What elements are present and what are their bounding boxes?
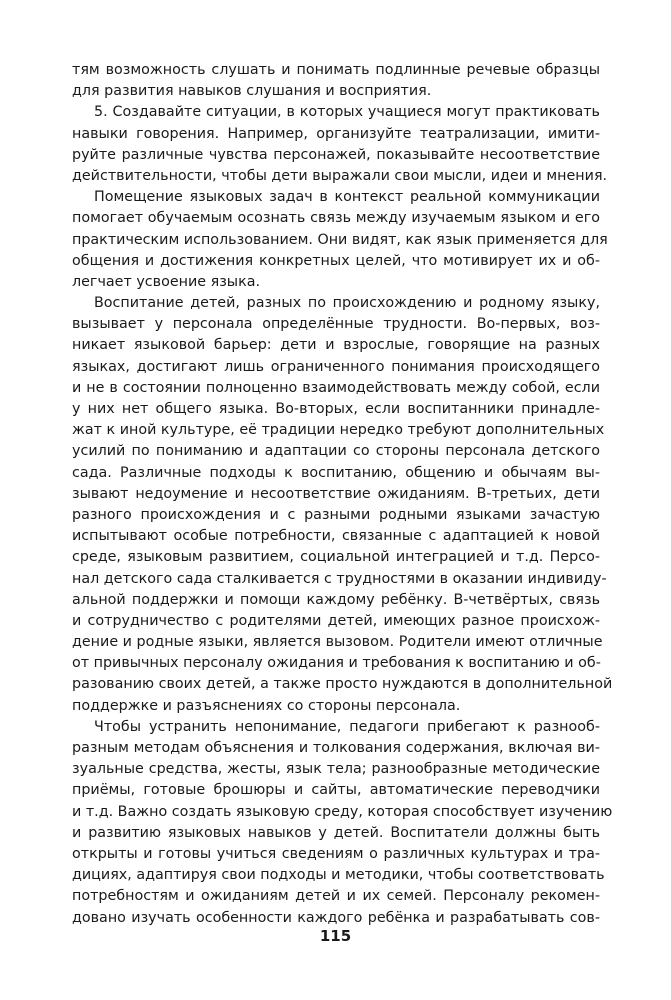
text-line: общения и достижения конкретных целей, что мотивирует их и об- [72, 252, 600, 269]
text-line: довано изучать особенности каждого ребёнка и разрабатывать сов- [72, 909, 600, 926]
text-line: навыки говорения. Например, организуйте театрализации, имити- [72, 125, 600, 142]
text-line: и т.д. Важно создать языковую среду, которая способствует изучению [72, 803, 613, 820]
text-line: Помещение языковых задач в контекст реальной коммуникации [94, 189, 600, 206]
text-line: и не в состоянии полноценно взаимодействовать между собой, если [72, 379, 600, 396]
paragraph [72, 60, 600, 102]
text-line: Чтобы устранить непонимание, педагоги прибегают к разнооб- [94, 718, 600, 735]
text-line: открыты и готовы учиться сведениям о различных культурах и тра- [72, 845, 600, 862]
text-line: действительности, чтобы дети выражали свои мысли, идеи и мнения. [72, 167, 608, 184]
text-line: дение и родные языки, является вызовом. Родители имеют отличные [72, 634, 603, 651]
text-line: разным методам объяснения и толкования содержания, включая ви- [72, 740, 600, 756]
text-line: Воспитание детей, разных по происхождению и родному языку, [94, 295, 600, 312]
text-line: поддержке и разъяснениях со стороны персонала. [72, 697, 461, 714]
text-line: помогает обучаемым осознать связь между изучаемым языком и его [72, 210, 600, 227]
text-line: никает языковой барьер: дети и взрослые, говорящие на разных [72, 337, 600, 354]
text-line: и сотрудничество с родителями детей, имеющих разное происхож- [72, 612, 600, 629]
text-line: у них нет общего языка. Во-вторых, если воспитанники принадле- [72, 401, 600, 417]
paragraph [72, 102, 608, 187]
text-line: вызывает у персонала определённые трудности. Во-первых, воз- [72, 316, 600, 333]
text-line: разного происхождения и с разными родными языками зачастую [72, 506, 600, 523]
text-line: жат к иной культуре, её традиции нередко требуют дополнительных [72, 422, 605, 439]
paragraph [72, 187, 608, 293]
text-line: потребностям и ожиданиям детей и их семей. Персоналу рекомен- [72, 888, 600, 905]
text-line: альной поддержки и помощи каждому ребёнку. В-четвёртых, связь [72, 591, 600, 608]
text-line: практическим использованием. Они видят, как язык применяется для [72, 231, 608, 248]
text-line: руйте различные чувства персонажей, показывайте несоответствие [72, 146, 600, 163]
text-line: зуальные средства, жесты, язык тела; разнообразные методические [72, 761, 600, 778]
text-line: сада. Различные подходы к воспитанию, общению и обычаям вы- [72, 464, 600, 481]
paragraph [72, 293, 613, 717]
text-line: зывают недоумение и несоответствие ожиданиям. В-третьих, дети [72, 485, 600, 502]
page-number: 115 [319, 927, 352, 945]
text-line: легчает усвоение языка. [72, 273, 261, 290]
text-line: нал детского сада сталкивается с трудностями в оказании индивиду- [72, 570, 607, 587]
text-line: усилий по пониманию и адаптации со стороны персонала детского [72, 443, 600, 460]
text-line: и развитию языковых навыков у детей. Воспитатели должны быть [72, 824, 600, 841]
text-line: разованию своих детей, а также просто нуждаются в дополнительной [72, 676, 613, 693]
paragraph [72, 717, 613, 929]
text-line: от привычных персоналу ожидания и требования к воспитанию и об- [72, 655, 601, 672]
text-line: испытывают особые потребности, связанные с адаптацией к новой [72, 528, 600, 545]
text-line: 5. Создавайте ситуации, в которых учащиеся могут практиковать [94, 104, 600, 121]
text-line: дициях, адаптируя свои подходы и методики, чтобы соответствовать [72, 867, 605, 884]
text-line: для развития навыков слушания и восприятия. [72, 83, 432, 100]
page-body [72, 60, 613, 929]
text-line: среде, языковым развитием, социальной интеграцией и т.д. Персо- [72, 549, 600, 566]
text-line: тям возможность слушать и понимать подлинные речевые образцы [72, 62, 600, 78]
text-line: языках, достигают лишь ограниченного понимания происходящего [72, 358, 600, 375]
text-line: приёмы, готовые брошюры и сайты, автоматические переводчики [72, 782, 600, 799]
